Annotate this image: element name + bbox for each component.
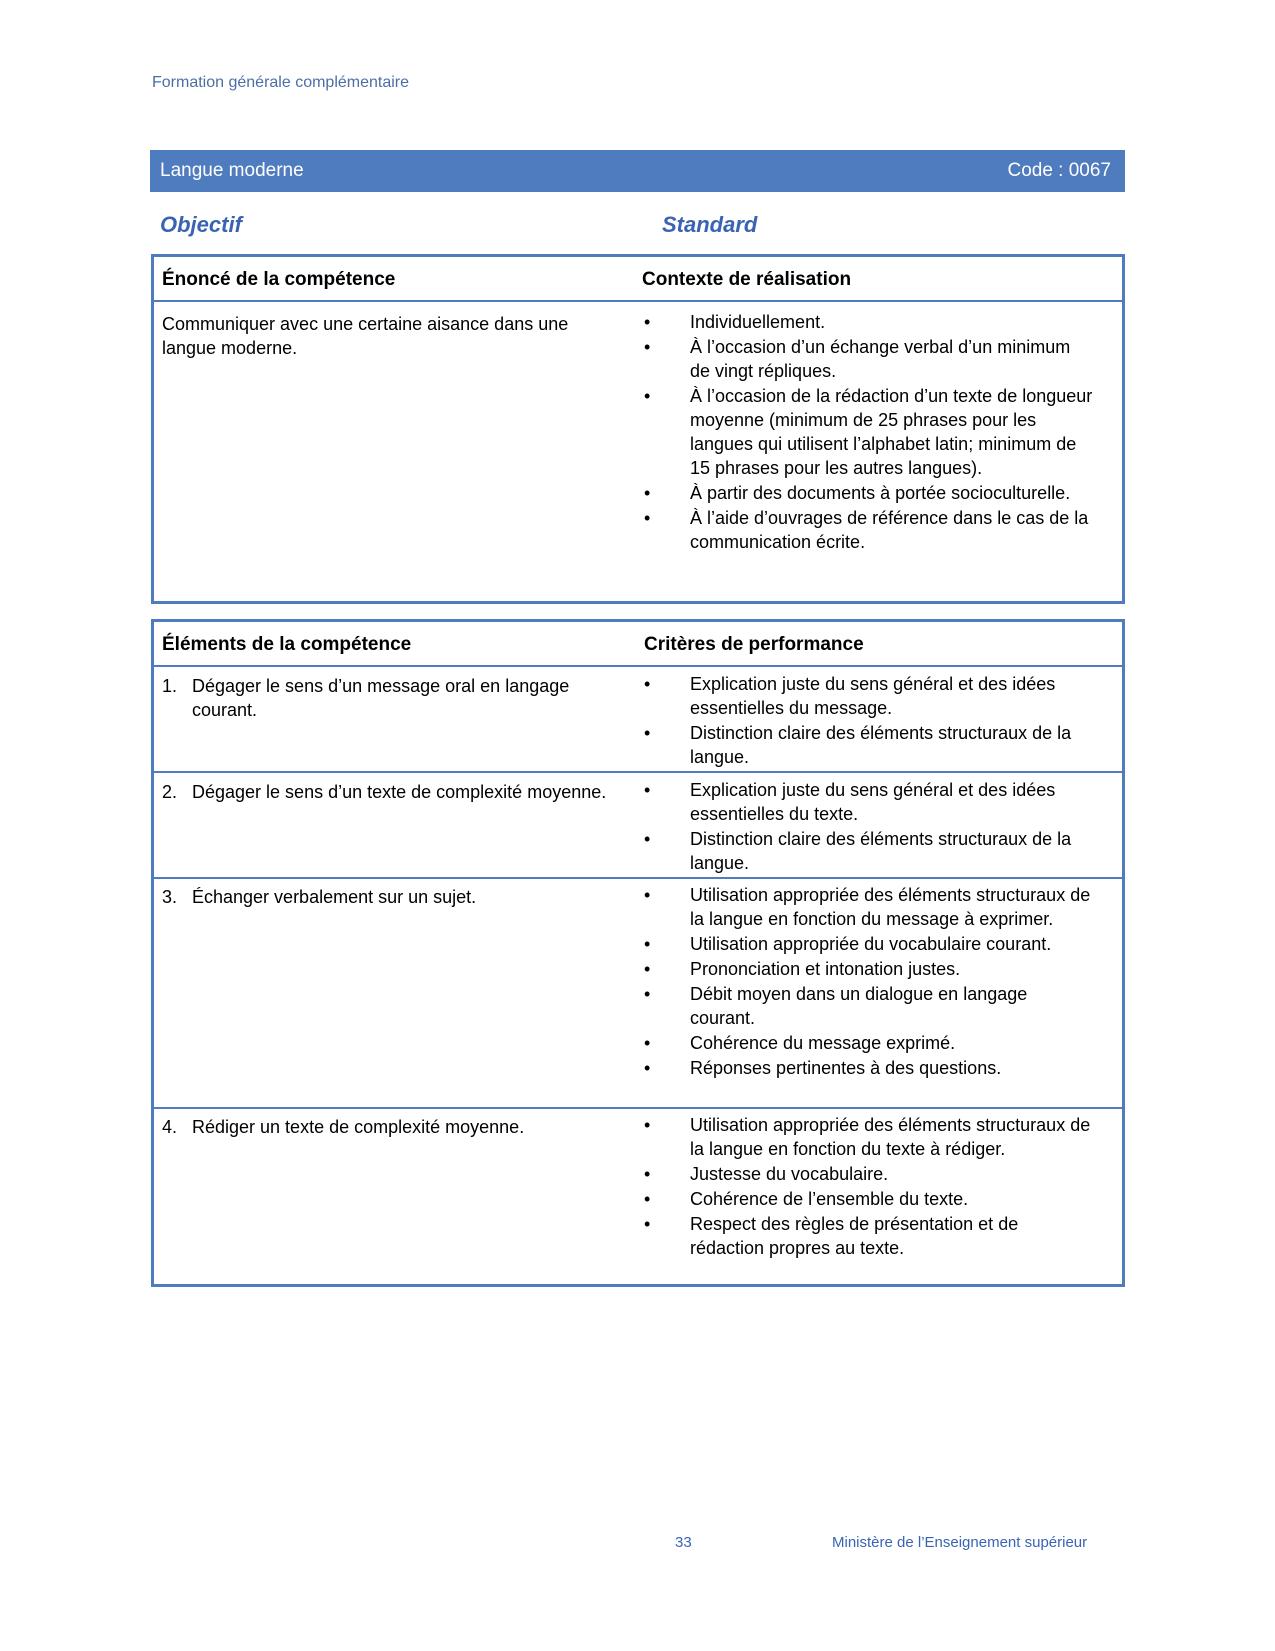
element-text: Échanger verbalement sur un sujet.	[192, 887, 477, 907]
criterion-item: • Explication juste du sens général et des idées essentielles du message.	[644, 672, 1094, 720]
objective-heading: Objectif	[160, 212, 242, 237]
course-title: Langue moderne	[160, 160, 304, 181]
page-number: 33	[675, 1534, 692, 1551]
criterion-item: • Respect des règles de présentation et de rédaction propres au texte.	[644, 1212, 1094, 1260]
element-number: 2.	[162, 782, 178, 802]
criterion-item: • Explication juste du sens général et des idées essentielles du texte.	[644, 778, 1094, 826]
criterion-item: • Distinction claire des éléments structuraux de la langue.	[644, 721, 1094, 769]
standard-heading: Standard	[662, 212, 758, 237]
row-divider	[154, 1107, 1122, 1109]
criteria-list-3	[644, 883, 1094, 1081]
criteria-list-1	[644, 672, 1094, 770]
criterion-item: • Cohérence de l’ensemble du texte.	[644, 1187, 1094, 1211]
criterion-item: • Utilisation appropriée des éléments structuraux de la langue en fonction du message à exprimer.	[644, 883, 1094, 931]
footer-publisher: Ministère de l’Enseignement supérieur	[832, 1534, 1088, 1551]
criteria-list-2	[644, 778, 1094, 876]
element-row-2	[162, 780, 632, 804]
criterion-item: • Justesse du vocabulaire.	[644, 1162, 1094, 1186]
context-item: • À l’occasion d’un échange verbal d’un minimum de vingt répliques.	[644, 335, 1094, 383]
element-number: 3.	[162, 887, 178, 907]
criterion-item: • Prononciation et intonation justes.	[644, 957, 1094, 981]
element-number: 1.	[162, 676, 178, 696]
competence-table-header	[154, 257, 1122, 302]
element-text: Dégager le sens d’un message oral en langage courant.	[192, 676, 570, 720]
context-item: • À l’occasion de la rédaction d’un texte de longueur moyenne (minimum de 25 phrases pour les langues qui utilisent l’alphabet latin; minimum de 15 phrases pour les autres langues).	[644, 384, 1094, 480]
criterion-item: • Cohérence du message exprimé.	[644, 1031, 1094, 1055]
elements-heading: Éléments de la compétence	[162, 634, 412, 655]
row-divider	[154, 771, 1122, 773]
context-heading: Contexte de réalisation	[642, 269, 852, 290]
element-number: 4.	[162, 1117, 178, 1137]
element-text: Rédiger un texte de complexité moyenne.	[192, 1117, 525, 1137]
row-divider	[154, 877, 1122, 879]
criterion-item: • Utilisation appropriée des éléments structuraux de la langue en fonction du texte à rédiger.	[644, 1113, 1094, 1161]
context-item: • Individuellement.	[644, 310, 1094, 334]
context-list	[644, 310, 1094, 555]
running-header: Formation générale complémentaire	[152, 74, 410, 91]
criteria-heading: Critères de performance	[644, 634, 864, 655]
criterion-item: • Réponses pertinentes à des questions.	[644, 1056, 1094, 1080]
criterion-item: • Débit moyen dans un dialogue en langage courant.	[644, 982, 1094, 1030]
competence-statement-heading: Énoncé de la compétence	[162, 269, 396, 290]
course-code: Code : 0067	[1007, 160, 1111, 181]
competence-statement: Communiquer avec une certaine aisance dans une langue moderne.	[162, 314, 569, 358]
criteria-list-4	[644, 1113, 1094, 1261]
elements-table-header	[154, 622, 1122, 667]
element-text: Dégager le sens d’un texte de complexité moyenne.	[192, 782, 607, 802]
competence-table	[151, 254, 1125, 604]
element-row-4	[162, 1115, 632, 1139]
element-row-3	[162, 885, 632, 909]
elements-table	[151, 619, 1125, 1287]
context-item: • À partir des documents à portée socioculturelle.	[644, 481, 1094, 505]
criterion-item: • Distinction claire des éléments structuraux de la langue.	[644, 827, 1094, 875]
title-bar	[150, 150, 1125, 192]
criterion-item: • Utilisation appropriée du vocabulaire courant.	[644, 932, 1094, 956]
context-item: • À l’aide d’ouvrages de référence dans le cas de la communication écrite.	[644, 506, 1094, 554]
element-row-1	[162, 674, 632, 722]
